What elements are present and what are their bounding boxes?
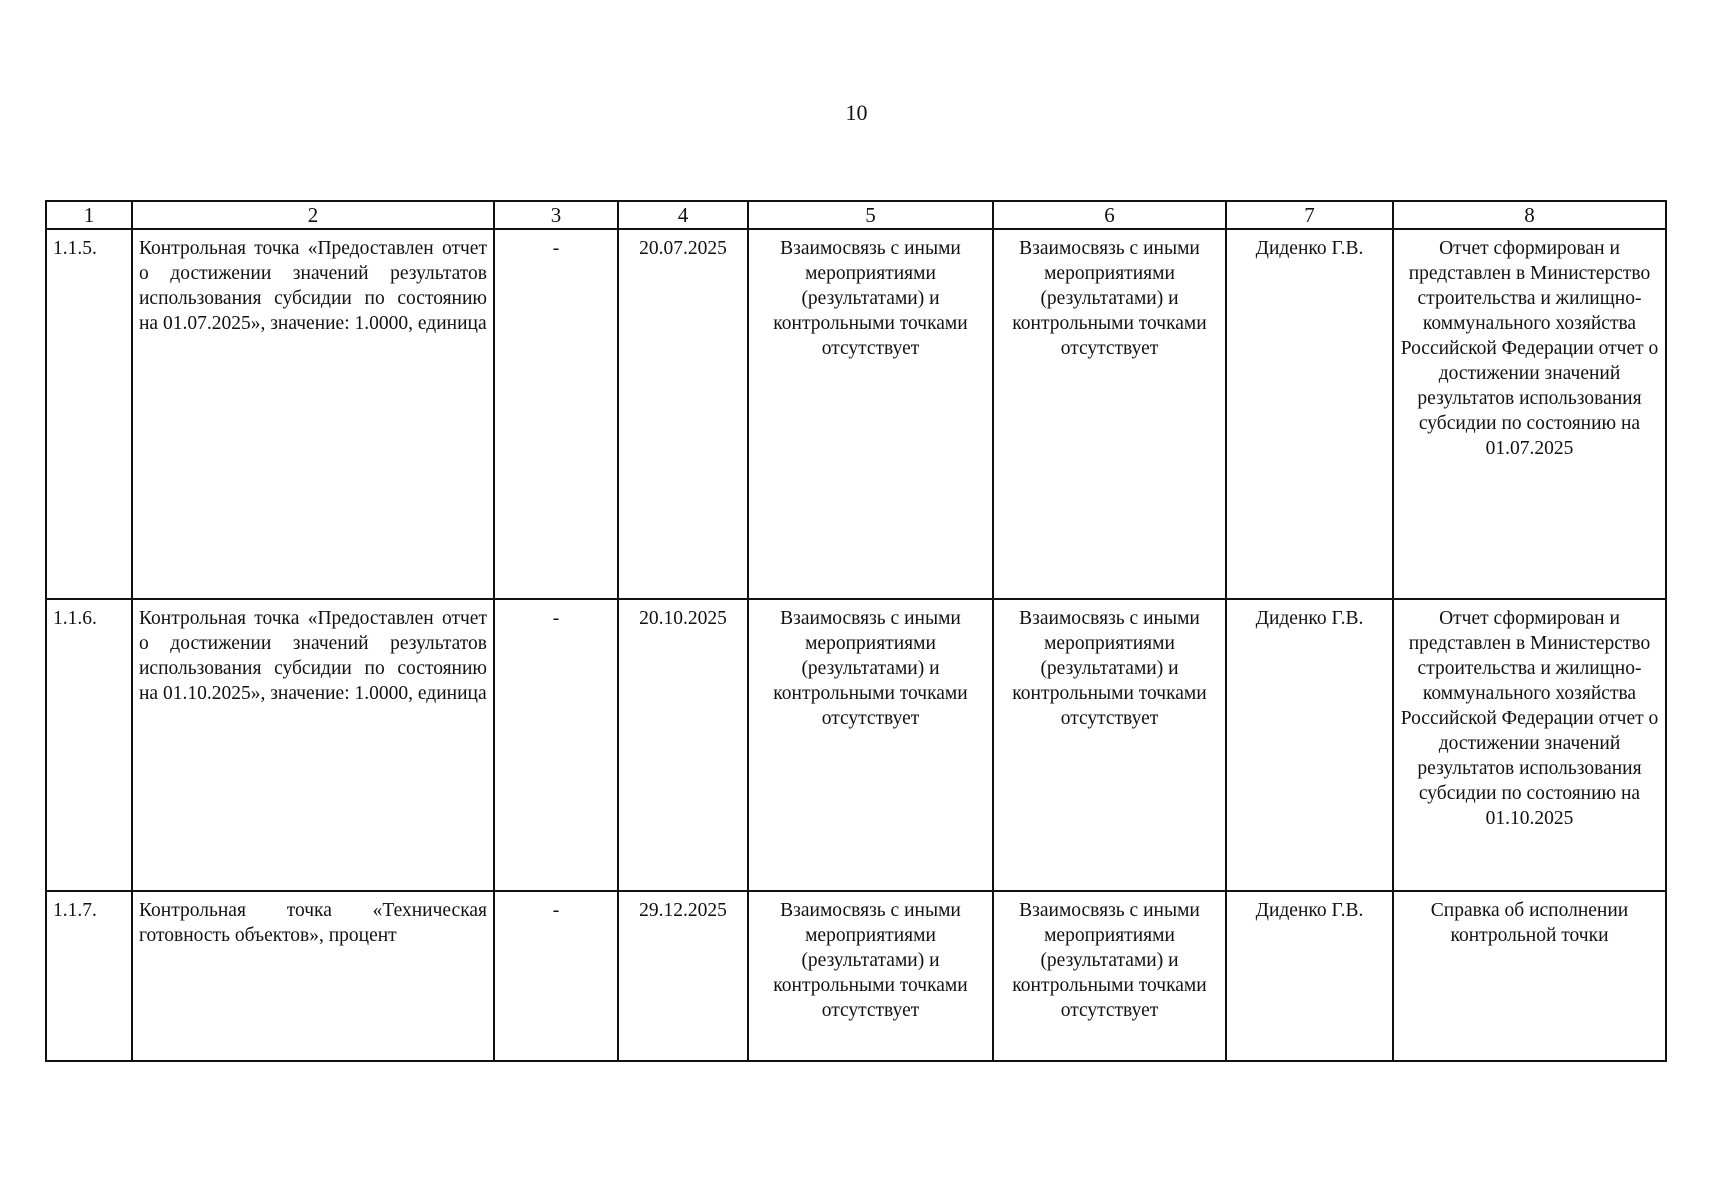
column-3-value: - (494, 599, 618, 891)
relation-control-points: Взаимосвязь с иными мероприятиями (результатами) и контрольными точками отсутствует (993, 891, 1226, 1061)
relation-results: Взаимосвязь с иными мероприятиями (результатами) и контрольными точками отсутствует (748, 229, 993, 599)
responsible-person: Диденко Г.В. (1226, 599, 1393, 891)
due-date: 20.10.2025 (618, 599, 748, 891)
row-number: 1.1.5. (46, 229, 132, 599)
responsible-person: Диденко Г.В. (1226, 229, 1393, 599)
table-row (46, 599, 1666, 891)
due-date: 29.12.2025 (618, 891, 748, 1061)
control-point-name: Контрольная точка «Техническая готовность объектов», процент (132, 891, 494, 1061)
column-3-value: - (494, 891, 618, 1061)
column-3-value: - (494, 229, 618, 599)
relation-results: Взаимосвязь с иными мероприятиями (результатами) и контрольными точками отсутствует (748, 891, 993, 1061)
header-row (46, 201, 1666, 229)
relation-control-points: Взаимосвязь с иными мероприятиями (результатами) и контрольными точками отсутствует (993, 599, 1226, 891)
row-number: 1.1.7. (46, 891, 132, 1061)
responsible-person: Диденко Г.В. (1226, 891, 1393, 1061)
relation-results: Взаимосвязь с иными мероприятиями (результатами) и контрольными точками отсутствует (748, 599, 993, 891)
column-header-1: 1 (46, 201, 132, 229)
page-number: 10 (845, 100, 868, 125)
confirming-document: Отчет сформирован и представлен в Министерство строительства и жилищно-коммунального хозяйства Российской Федерации отчет о достижении значений результатов использования субсидии по состоянию на 01.10.2025 (1393, 599, 1666, 891)
control-point-name: Контрольная точка «Предоставлен отчет о достижении значений результатов использования субсидии по состоянию на 01.07.2025», значение: 1.0000, единица (132, 229, 494, 599)
column-header-2: 2 (132, 201, 494, 229)
relation-control-points: Взаимосвязь с иными мероприятиями (результатами) и контрольными точками отсутствует (993, 229, 1226, 599)
column-header-4: 4 (618, 201, 748, 229)
column-header-5: 5 (748, 201, 993, 229)
column-header-8: 8 (1393, 201, 1666, 229)
column-header-6: 6 (993, 201, 1226, 229)
table-row (46, 891, 1666, 1061)
column-header-7: 7 (1226, 201, 1393, 229)
confirming-document: Справка об исполнении контрольной точки (1393, 891, 1666, 1061)
table-row (46, 229, 1666, 599)
confirming-document: Отчет сформирован и представлен в Министерство строительства и жилищно-коммунального хозяйства Российской Федерации отчет о достижении значений результатов использования субсидии по состоянию на 01.07.2025 (1393, 229, 1666, 599)
column-header-3: 3 (494, 201, 618, 229)
control-point-name: Контрольная точка «Предоставлен отчет о достижении значений результатов использования субсидии по состоянию на 01.10.2025», значение: 1.0000, единица (132, 599, 494, 891)
due-date: 20.07.2025 (618, 229, 748, 599)
control-points-table (45, 200, 1667, 1062)
row-number: 1.1.6. (46, 599, 132, 891)
